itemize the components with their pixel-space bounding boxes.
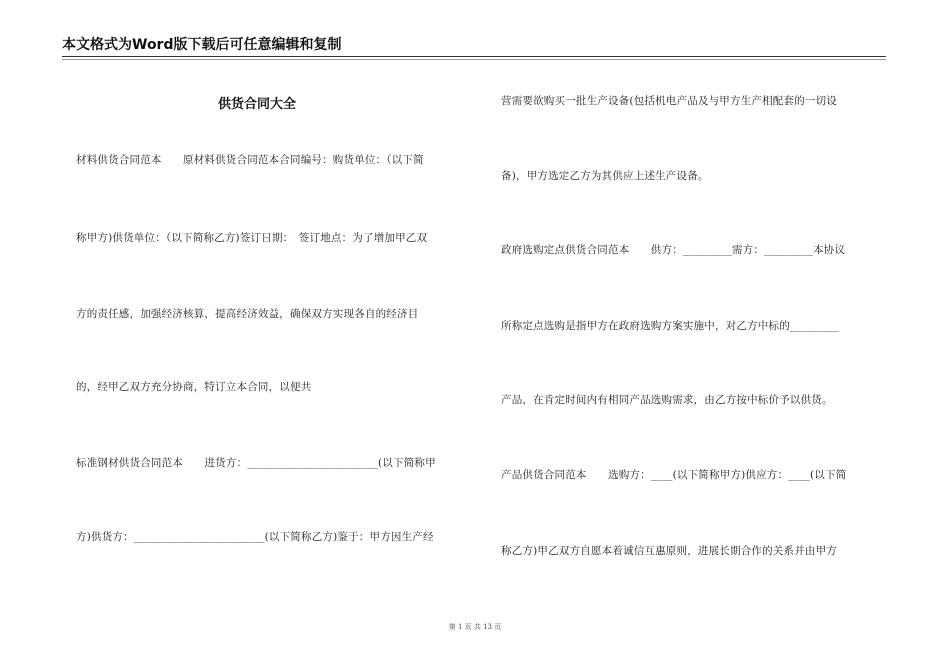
paragraph-line: 材料供货合同范本 原材料供货合同范本合同编号：购货单位：（以下简 [76,154,424,166]
paragraph-line: 称乙方)甲乙双方自愿本着诚信互惠原则，进展长期合作的关系并由甲方 [501,545,837,557]
paragraph-line: 的，经甲乙双方充分协商，特订立本合同，以便共 [76,381,312,393]
paragraph-line: 营需要欲购买一批生产设备(包括机电产品及与甲方生产相配套的一切设 [501,95,837,107]
paragraph-line: 方)供货方：________________________(以下简称乙方)鉴于：甲方因生产经 [76,531,434,543]
paragraph-line: 政府选购定点供货合同范本 供方：_________需方：_________本协议 [501,244,846,256]
paragraph-line: 标准钢材供货合同范本 进货方：________________________(以下简称甲 [76,457,436,469]
document-title: 供货合同大全 [218,97,297,112]
paragraph-line: 方的责任感，加强经济核算，提高经济效益，确保双方实现各自的经济目 [76,308,419,320]
paragraph-line: 产品，在肯定时间内有相同产品选购需求，由乙方按中标价予以供货。 [501,394,833,406]
paragraph-line: 所称定点选购是指甲方在政府选购方案实施中，对乙方中标的_________ [501,320,839,332]
paragraph-line: 产品供货合同范本 选购方：____(以下简称甲方)供应方：____(以下简 [501,469,847,481]
paragraph-line: 备)，甲方选定乙方为其供应上述生产设备。 [501,170,709,182]
page-header [62,34,886,57]
paragraph-line: 称甲方)供货单位：（以下简称乙方)签订日期： 签订地点：为了增加甲乙双 [76,232,428,244]
page-footer: 第 1 页 共 13 页 [448,623,502,631]
header-divider [62,59,886,60]
header-text: 本文格式为Word版下载后可任意编辑和复制 [62,37,342,53]
